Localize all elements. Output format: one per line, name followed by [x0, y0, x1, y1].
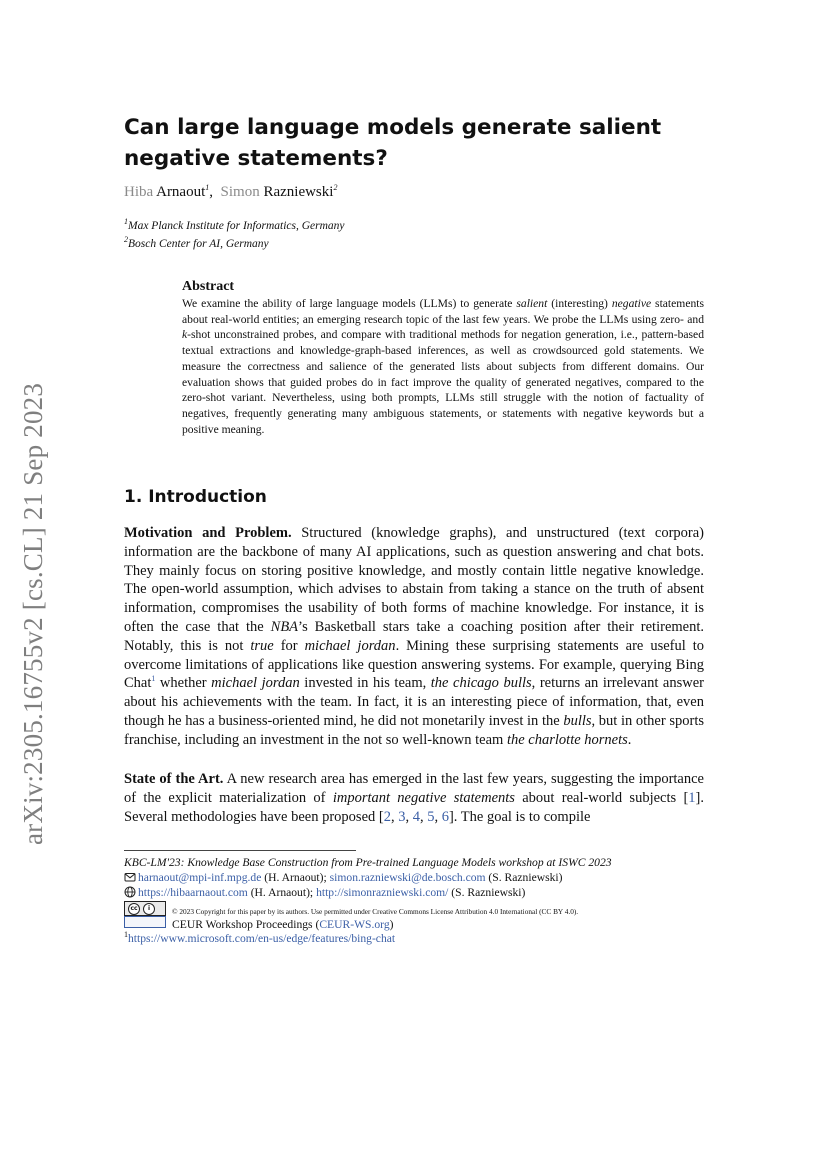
body-run: Structured (knowledge graphs), and unstructured (text corpora) information are the backbone of many AI applications, such as question answering and chat bots. They mainly focus on storing positive knowledge, and mostly contain little negative knowledge. The open-world assumption, which advises to abstain from taking a stance on the truth of absent information, compromises the usability of both forms of machine knowledge. For instance, it is often the case that the	[124, 525, 705, 635]
abstract-emph-k: k	[182, 328, 188, 342]
footnote-run: )	[389, 918, 394, 931]
author1-last-name: Arnaout	[156, 184, 206, 200]
affiliation-2-mark: 2	[124, 235, 128, 245]
citation-link[interactable]: 5	[427, 808, 435, 825]
cc-by-icon: cc i	[124, 901, 166, 916]
body-run: ]. Several methodologies have been proposed [	[124, 789, 704, 825]
ceur-logo-icon	[124, 916, 166, 928]
body-run: ,	[419, 808, 428, 825]
affiliation-1-mark: 1	[124, 217, 128, 227]
body-run: . Mining these surprising statements are useful to overcome limitations of applications like question answering systems. For example, querying Bing Chat	[124, 637, 704, 692]
author1-affil-mark: 1	[205, 183, 210, 192]
footnote-run: (S. Razniewski)	[448, 886, 526, 899]
emph-nba: NBA	[270, 618, 299, 635]
author2-affil-mark: 2	[333, 183, 338, 192]
affiliation-1	[124, 217, 345, 232]
body-run: whether	[155, 675, 212, 692]
paragraph-lead-state-of-art: State of the Art.	[124, 771, 224, 787]
emph-michael-jordan: michael jordan	[211, 675, 300, 692]
emph-bulls: bulls	[563, 712, 592, 729]
body-run: for	[273, 637, 305, 654]
section-heading-introduction: 1. Introduction	[124, 487, 267, 507]
paragraph-lead-motivation: Motivation and Problem.	[124, 525, 292, 541]
affiliation-2-text: Bosch Center for AI, Germany	[128, 238, 269, 250]
paper-title: Can large language models generate salient negative statements?	[124, 115, 662, 171]
ceur-ws-link[interactable]: CEUR-WS.org	[319, 918, 390, 931]
author2-first-name: Simon	[220, 184, 260, 200]
footnote-link-1[interactable]: 1	[151, 674, 156, 684]
citation-link[interactable]: 4	[412, 808, 420, 825]
body-run: ,	[434, 808, 442, 825]
citation-link[interactable]: 6	[441, 808, 449, 825]
homepage-link-razniewski[interactable]: http://simonrazniewski.com/	[316, 886, 449, 899]
body-run: .	[627, 731, 632, 748]
abstract-text	[182, 296, 704, 437]
abstract-run: (interesting)	[547, 297, 612, 310]
abstract-heading: Abstract	[182, 279, 235, 294]
body-run: , returns an irrelevant answer about his achievements with the team. In fact, it is an interesting piece of information, that, even though he has a business-oriented mind, he did not monetarily invest in the	[124, 675, 704, 729]
email-link-razniewski[interactable]: simon.razniewski@de.bosch.com	[329, 871, 486, 884]
footnote-ceur	[124, 916, 394, 932]
globe-icon	[124, 886, 136, 902]
citation-link[interactable]: 1	[688, 789, 696, 806]
arxiv-identifier: arXiv:2305.16755v2 [cs.CL] 21 Sep 2023	[18, 382, 48, 845]
emph-important-negative: important negative statements	[332, 789, 515, 806]
abstract-run: We examine the ability of large language models (LLMs) to generate	[182, 297, 517, 310]
emph-charlotte-hornets: the charlotte hornets	[506, 731, 628, 748]
emph-michael-jordan: michael jordan	[304, 637, 396, 654]
footnote-urls	[124, 885, 525, 902]
body-run: ’s Basketball stars take a coaching position after their retirement. Notably, this is not	[124, 618, 704, 654]
emph-true: true	[250, 637, 274, 654]
footnote-workshop: KBC-LM'23: Knowledge Base Construction from Pre-trained Language Models workshop at ISWC 2023	[124, 856, 612, 869]
author2-last-name: Razniewski	[263, 184, 334, 200]
homepage-link-arnaout[interactable]: https://hibaarnaout.com	[138, 886, 248, 899]
footnote-run: (H. Arnaout);	[261, 871, 330, 884]
body-run: ,	[405, 808, 413, 825]
affiliation-2	[124, 235, 269, 250]
citation-link[interactable]: 2	[383, 808, 391, 825]
abstract-emph-salient: salient	[516, 297, 548, 310]
body-run: ]. The goal is to compile	[448, 808, 591, 825]
footnote-1	[124, 931, 395, 946]
paragraph-state-of-art	[124, 770, 704, 826]
footnote-run: CEUR Workshop Proceedings (	[172, 918, 320, 931]
bing-chat-link[interactable]: https://www.microsoft.com/en-us/edge/features/bing-chat	[128, 932, 396, 945]
footnote-rule	[124, 850, 356, 851]
email-link-arnaout[interactable]: harnaout@mpi-inf.mpg.de	[138, 871, 262, 884]
author-list: Hiba Arnaout$^1$, Simon Razniewski$^2$	[124, 183, 338, 200]
footnote-1-mark: 1	[124, 930, 128, 940]
citation-link[interactable]: 3	[398, 808, 406, 825]
body-run: about real-world subjects [	[514, 789, 689, 806]
emph-chicago-bulls: the chicago bulls	[430, 675, 532, 692]
abstract-run: -shot unconstrained probes, and compare with traditional methods for negation generation, i.e., pattern-based textual extractions and knowledge-graph-based inferences, as well as crowdsourced gold statements. We measure the correctness and salience of the generated lists about subjects from different domains. Our evaluation shows that guided probes do in fact improve the quality of generated negatives, compared to the zero-shot variant. Nevertheless, using both prompts, LLMs still struggle with the notion of factuality of negatives, frequently generating many ambiguous statements, or statements with negative keywords but a positive meaning.	[182, 328, 704, 436]
author1-first-name: Hiba	[124, 184, 154, 200]
body-run: ,	[390, 808, 399, 825]
copyright-text: © 2023 Copyright for this paper by its authors. Use permitted under Creative Commons License Attribution 4.0 International (CC BY 4.0).	[172, 907, 579, 916]
affiliation-1-text: Max Planck Institute for Informatics, Germany	[128, 220, 345, 232]
footnote-run: (S. Razniewski)	[485, 871, 563, 884]
footnote-run: (H. Arnaout);	[247, 886, 317, 899]
abstract-run: statements about real-world entities; an emerging research topic of the last few years. We probe the LLMs using zero- and	[182, 297, 704, 326]
abstract-emph-negative: negative	[611, 297, 652, 310]
body-run: , but in other sports franchise, including an investment in the not so well-known team	[124, 712, 704, 748]
paragraph-motivation	[124, 524, 704, 750]
body-run: A new research area has emerged in the last few years, suggesting the importance of the explicit materialization of	[124, 771, 704, 806]
body-run: invested in his team,	[299, 675, 431, 692]
